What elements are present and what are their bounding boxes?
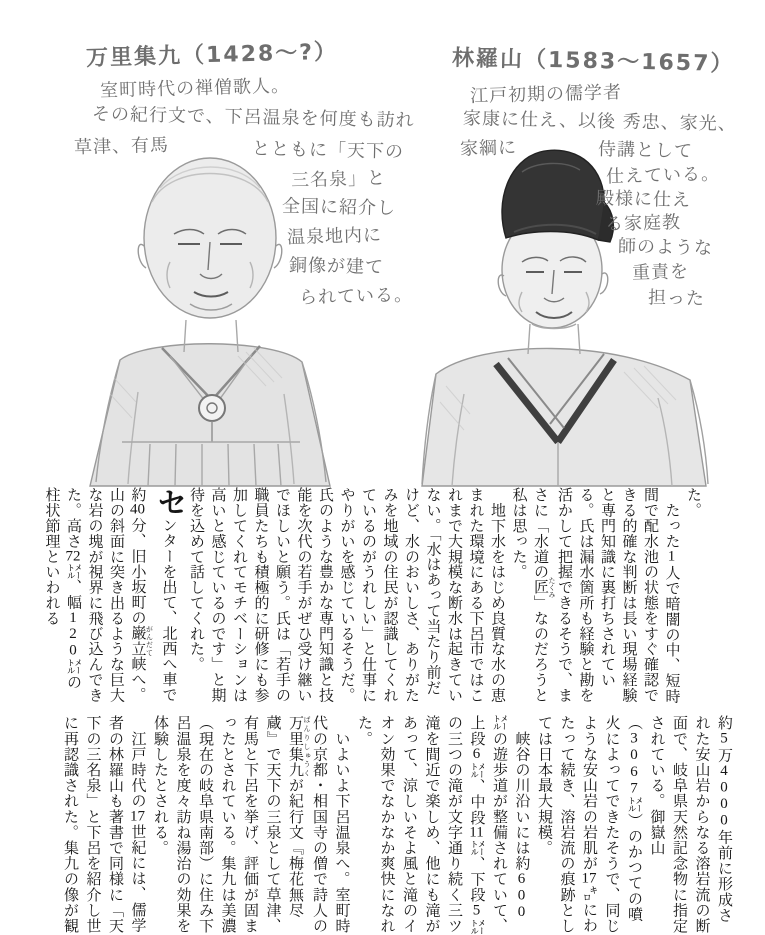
left-portrait-title: 万里集九（1428〜?） [85,39,339,72]
left-annotation-line: られている。 [298,284,414,309]
paragraph: 約5万4000年前に形成された安山岩からなる溶岩流の断面で、岐阜県天然記念物に指定されている。御嶽山（3067㍍）のかつての噴火によってできたそうで、同じような安山岩の岩肌が17㌔にわたって続き、溶岩流の痕跡としては日本最大規模。 [536,715,732,934]
left-annotation-line: 温泉地内に [286,224,383,249]
paragraph: センターを出て、北西へ車で約40分、旧小坂町の巌 がん立 だて峡へ。山の斜面に突き出るような巨大な岩の塊が視界に飛び込んできた。高さ72㍍、幅120㍍の柱状節理といわれる [43,487,186,703]
paragraph: 地下水をはじめ良質な水の恵まれた環境にある下呂市ではこれまで大規模な断水は起きていない。「水はあって当たり前だけど、水のおいしさ、ありがたみを地域の住民が認識してくれているのがうれしい」と仕事にやりがいを感じているそうだ。氏のような豊かな専門知識と技能を次代の若手がぜひ受け継いでほしいと願う。氏は「若手の職員たちも積極的に研修にも参加してくれてモチベーションは高いと感じているのです」と期待を込めて話してくれた。 [188,487,505,703]
right-portrait-title: 林羅山（1583〜1657） [451,46,735,77]
article-lower-block [57,715,735,935]
right-annotation-line: 江戸初期の儒学者 [469,82,623,107]
paragraph: 江戸時代の17世紀には、儒学者の林羅山も著書で同様に「天下の三名泉」と下呂を紹介し世に再認識された。集九の像が観 [62,715,146,934]
article-upper-block [43,487,703,704]
left-annotation-line: とともに「天下の [251,138,405,163]
right-annotation-line: 侍講として [597,139,694,162]
right-annotation-line: 家綱に [459,137,518,160]
left-annotation-line: 全国に紹介し [281,195,397,220]
paragraph: いよいよ下呂温泉へ。室町時代の京都・相国寺の僧で詩人の万里集九 ばんりしゅうくが紀行文『梅花無尽蔵』で天下の三泉として草津、有馬と下呂を挙げ、評価が固まったとされている。集九は美濃（現在の岐阜県南部）に住み下呂温泉を度々訪ね湯治の効果を体験したとされる。 [152,715,350,934]
right-annotation-line: 家康に仕え、以後 秀忠、家光、 [462,108,737,135]
right-annotation-line: 重責を [631,261,690,284]
left-annotation-line: 室町時代の禅僧歌人。 [99,75,291,102]
left-annotation-line: 三名泉」と [290,167,387,192]
paragraph: 峡谷の川沿いには約600㍍の遊歩道が整備されていて、上段6㍍、中段11㍍、下段5㍍の三つの滝が文字通り続く三ツ滝を間近で楽しめ、他にも滝があって、涼しいそよ風と滝のイオン効果でなかなか爽快になれた。 [356,715,530,935]
right-annotation-line: る家庭教 [604,212,682,235]
paragraph: たった1人で暗闇の中、短時間で配水池の状態をすぐ確認できる的確な判断は長い現場経験と専門知識に裏打ちされている。氏は漏水箇所も経験と勘を活かして把握できるそうで、まさに「水道の匠 たくみ」なのだろうと私は思った。 [510,487,680,704]
left-annotation-line: その紀行文で、下呂温泉を何度も訪れ [91,103,415,132]
right-annotation-line: 師のような [617,236,714,259]
right-annotation-line: 殿様に仕え [595,188,692,211]
left-annotation-line: 草津、有馬 [73,134,170,159]
right-annotation-line: 仕えている。 [605,163,721,188]
right-annotation-line: 担った [647,287,706,310]
left-annotation-line: 銅像が建て [288,255,385,278]
paragraph: た。 [685,487,701,518]
